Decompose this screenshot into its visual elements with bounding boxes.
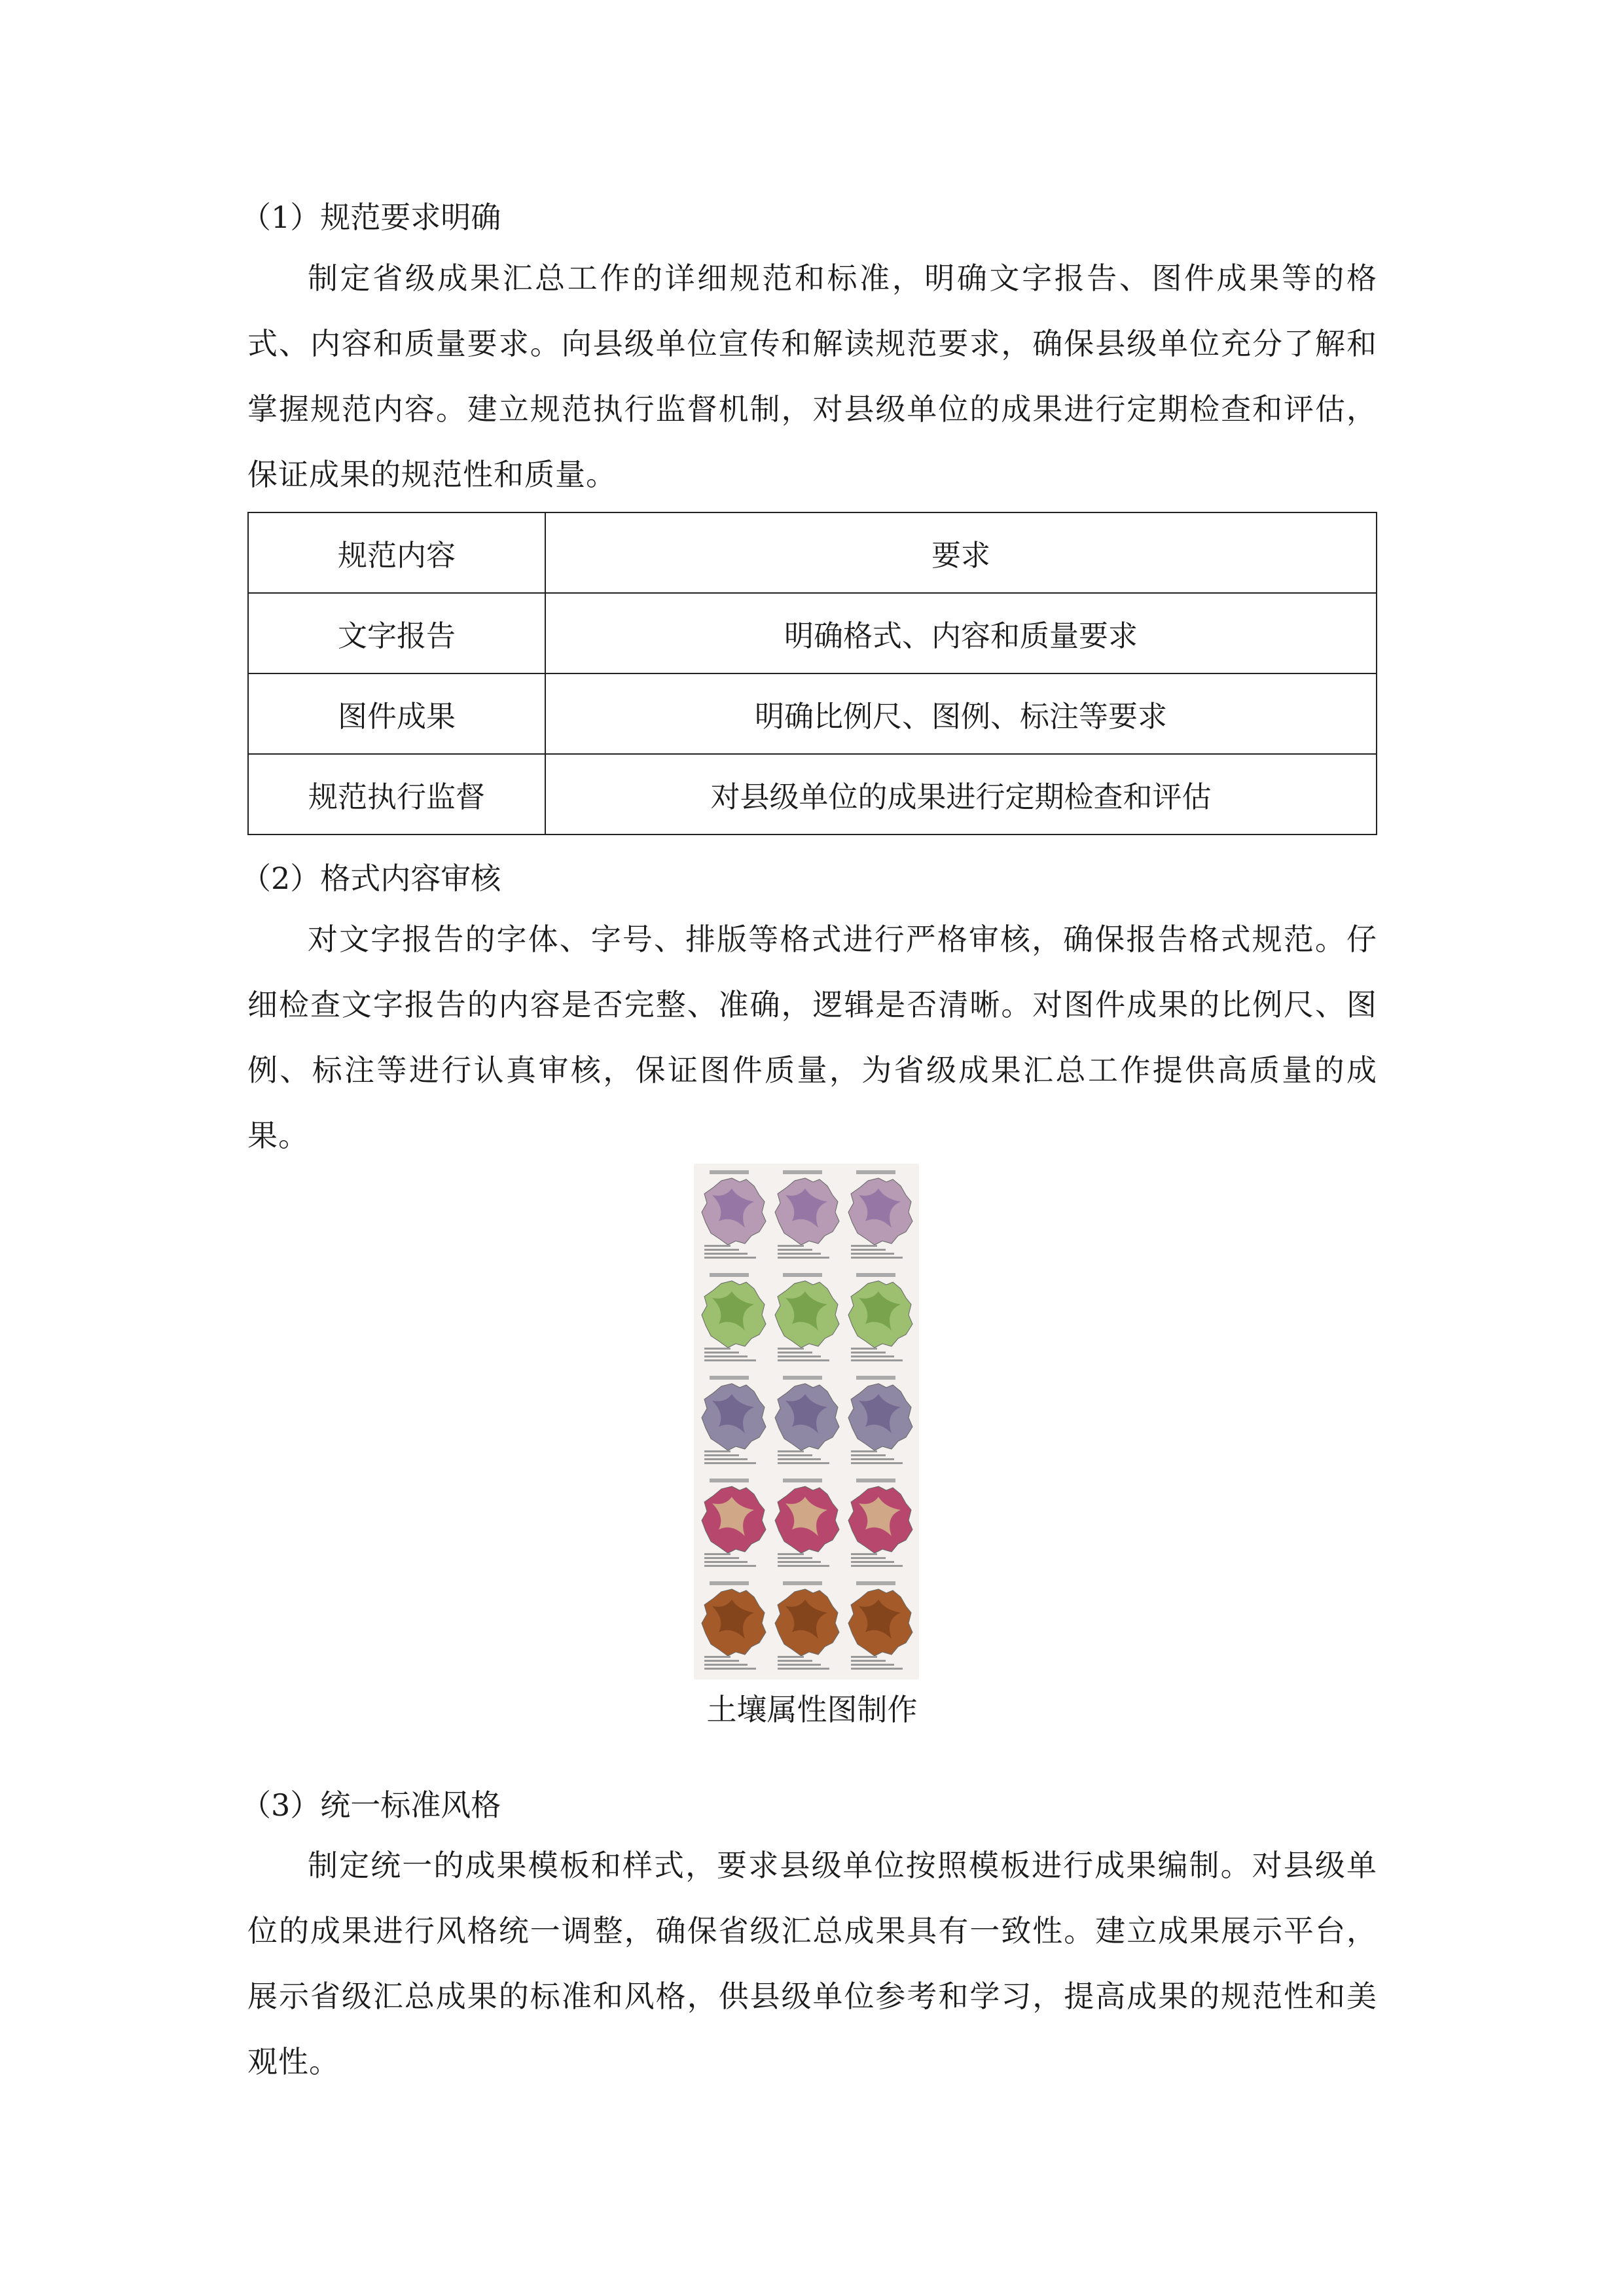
map-title-bar [710, 1376, 749, 1380]
map-legend [778, 1348, 838, 1365]
map-title-bar [783, 1376, 822, 1380]
section2-paragraph: 对文字报告的字体、字号、排版等格式进行严格审核，确保报告格式规范。仔细检查文字报告的内容是否完整、准确，逻辑是否清晰。对图件成果的比例尺、图例、标注等进行认真审核，保证图件质量，为省级成果汇总工作提供高质量的成果。 [247, 922, 1377, 1153]
county-map-shape [772, 1278, 842, 1349]
map-legend [704, 1656, 765, 1673]
map-title-bar [856, 1581, 895, 1585]
section3-paragraph: 制定统一的成果模板和样式，要求县级单位按照模板进行成果编制。对县级单位的成果进行风格统一调整，确保省级汇总成果具有一致性。建立成果展示平台，展示省级汇总成果的标准和风格，供县级单位参考和学习，提高成果的规范性和美观性。 [247, 1848, 1377, 2079]
soil-map-thumbnail [844, 1168, 916, 1266]
county-map-shape [846, 1587, 915, 1657]
map-legend [778, 1656, 838, 1673]
county-map-shape [846, 1175, 915, 1246]
soil-property-map-figure [694, 1164, 919, 1679]
soil-map-thumbnail [698, 1270, 770, 1369]
soil-map-thumbnail [844, 1373, 916, 1471]
county-map-shape [772, 1381, 842, 1452]
soil-map-thumbnail [844, 1270, 916, 1369]
map-title-bar [783, 1479, 822, 1482]
table-cell: 文字报告 [248, 593, 545, 673]
soil-map-thumbnail [698, 1476, 770, 1574]
county-map-shape [699, 1587, 768, 1657]
table-row [248, 754, 1377, 834]
table-cell: 图件成果 [248, 673, 545, 754]
soil-map-thumbnail [698, 1373, 770, 1471]
map-legend [778, 1450, 838, 1467]
soil-map-thumbnail [844, 1579, 916, 1677]
map-legend [851, 1450, 911, 1467]
figure-caption: 土壤属性图制作 [706, 1692, 918, 1727]
map-title-bar [710, 1479, 749, 1482]
table-cell: 规范执行监督 [248, 754, 545, 834]
map-legend [851, 1553, 911, 1570]
table-row [248, 673, 1377, 754]
soil-map-thumbnail [698, 1168, 770, 1266]
soil-map-thumbnail [771, 1373, 843, 1471]
map-legend [851, 1656, 911, 1673]
county-map-shape [699, 1484, 768, 1554]
map-legend [851, 1348, 911, 1365]
soil-map-thumbnail [771, 1579, 843, 1677]
county-map-shape [699, 1175, 768, 1246]
map-title-bar [783, 1581, 822, 1585]
map-title-bar [783, 1273, 822, 1277]
map-legend [704, 1348, 765, 1365]
spec-table [247, 512, 1377, 835]
table-header-row [248, 512, 1377, 593]
map-title-bar [710, 1170, 749, 1174]
map-title-bar [856, 1479, 895, 1482]
county-map-shape [846, 1278, 915, 1349]
table-row [248, 593, 1377, 673]
table-cell: 明确格式、内容和质量要求 [545, 593, 1377, 673]
county-map-shape [699, 1381, 768, 1452]
map-legend [778, 1245, 838, 1262]
map-legend [704, 1553, 765, 1570]
county-map-shape [846, 1381, 915, 1452]
section2-heading: （2）格式内容审核 [241, 861, 501, 896]
county-map-shape [772, 1587, 842, 1657]
map-title-bar [710, 1273, 749, 1277]
soil-map-thumbnail [698, 1579, 770, 1677]
county-map-shape [772, 1175, 842, 1246]
table-cell: 对县级单位的成果进行定期检查和评估 [545, 754, 1377, 834]
soil-map-thumbnail [771, 1476, 843, 1574]
county-map-shape [846, 1484, 915, 1554]
table-header-cell: 要求 [545, 512, 1377, 593]
county-map-shape [699, 1278, 768, 1349]
table-header-cell: 规范内容 [248, 512, 545, 593]
section3-heading: （3）统一标准风格 [241, 1787, 501, 1823]
map-legend [704, 1450, 765, 1467]
map-title-bar [856, 1170, 895, 1174]
map-legend [704, 1245, 765, 1262]
map-title-bar [710, 1581, 749, 1585]
map-legend [778, 1553, 838, 1570]
soil-map-thumbnail [844, 1476, 916, 1574]
section1-heading: （1）规范要求明确 [241, 200, 501, 235]
map-legend [851, 1245, 911, 1262]
county-map-shape [772, 1484, 842, 1554]
map-title-bar [783, 1170, 822, 1174]
soil-map-thumbnail [771, 1168, 843, 1266]
soil-map-thumbnail [771, 1270, 843, 1369]
map-title-bar [856, 1376, 895, 1380]
section1-paragraph: 制定省级成果汇总工作的详细规范和标准，明确文字报告、图件成果等的格式、内容和质量要求。向县级单位宣传和解读规范要求，确保县级单位充分了解和掌握规范内容。建立规范执行监督机制，对县级单位的成果进行定期检查和评估，保证成果的规范性和质量。 [247, 260, 1377, 492]
table-cell: 明确比例尺、图例、标注等要求 [545, 673, 1377, 754]
map-title-bar [856, 1273, 895, 1277]
